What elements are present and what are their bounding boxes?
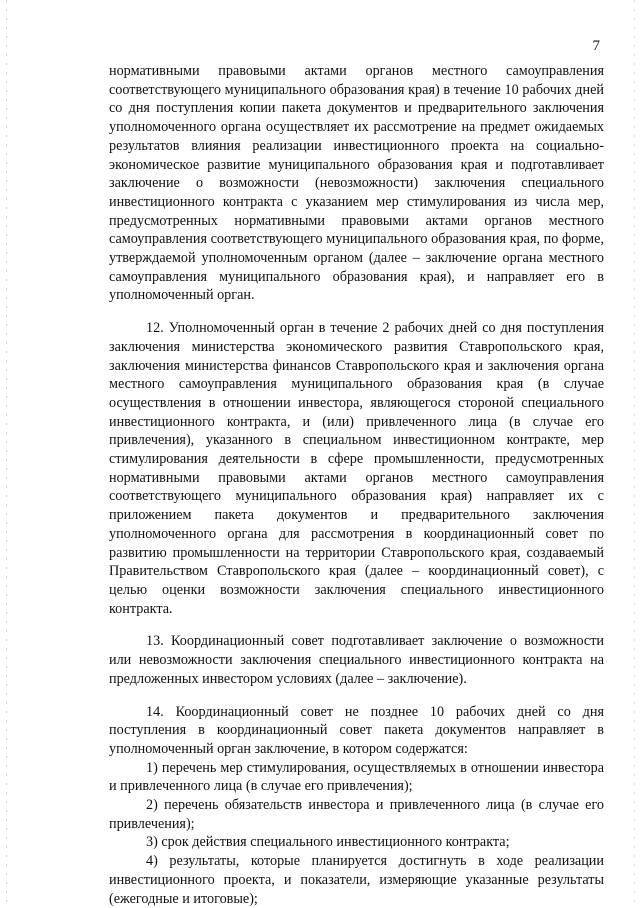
paragraph-13: 13. Координационный совет подготавливает заключение о возможности или невозможности заключения специального инвестиционного контракта на предложенных инвестором условиях (далее – заключение).	[109, 633, 604, 687]
paragraph-14: 14. Координационный совет не позднее 10 рабочих дней со дня поступления в координационный совет пакета документов направляет в уполномоченный орган заключение, в котором содержатся:	[109, 703, 604, 757]
list-item-4: 4) результаты, которые планируется достигнуть в ходе реализации инвестиционного проекта, и показатели, измеряющие указанные результаты (ежегодные и итоговые);	[109, 853, 604, 907]
list-item-1: 1) перечень мер стимулирования, осуществляемых в отношении инвестора и привлеченного лица (в случае его привлечения);	[109, 759, 604, 795]
paragraph-continuation: нормативными правовыми актами органов местного самоуправления соответствующего муниципального образования края) в течение 10 рабочих дней со дня поступления копии пакета документов и предварительного заключения уполномоченного органа осуществляет их рассмотрение на предмет ожидаемых результатов влияния реализации инвестиционного проекта на социально-экономическое развитие муниципального образования края и подготавливает заключение о возможности (невозможности) заключения специального инвестиционного контракта с указанием мер стимулирования из числа мер, предусмотренных нормативными правовыми актами органов местного самоуправления соответствующего муниципального образования края, по форме, утверждаемой уполномоченным органом (далее – заключение органа местного самоуправления муниципального образования края), и направляет его в уполномоченный орган.	[109, 63, 604, 304]
paragraph-12: 12. Уполномоченный орган в течение 2 рабочих дней со дня поступления заключения министерства экономического развития Ставропольского края, заключения министерства финансов Ставропольского края и заключения органа местного самоуправления муниципального образования края (в случае осуществления в отношении инвестора, являющегося стороной специального инвестиционного контракта, и (или) привлеченного лица (в случае его привлечения), указанного в специальном инвестиционном контракте, мер стимулирования деятельности в сфере промышленности, предусмотренных нормативными правовыми актами органов местного самоуправления соответствующего муниципального образования края) направляет их с приложением пакета документов и предварительного заключения уполномоченного органа для рассмотрения в координационный совет по развитию промышленности на территории Ставропольского края, создаваемый Правительством Ставропольского края (далее – координационный совет), с целью оценки возможности заключения специального инвестиционного контракта.	[109, 320, 604, 617]
page-number: 7	[592, 38, 600, 54]
scan-edge-left	[6, 0, 7, 905]
list-item-2: 2) перечень обязательств инвестора и привлеченного лица (в случае его привлечения);	[109, 797, 604, 832]
document-body	[109, 62, 604, 908]
scan-edge-right	[634, 0, 635, 905]
list-item-3: 3) срок действия специального инвестиционного контракта;	[146, 834, 510, 851]
